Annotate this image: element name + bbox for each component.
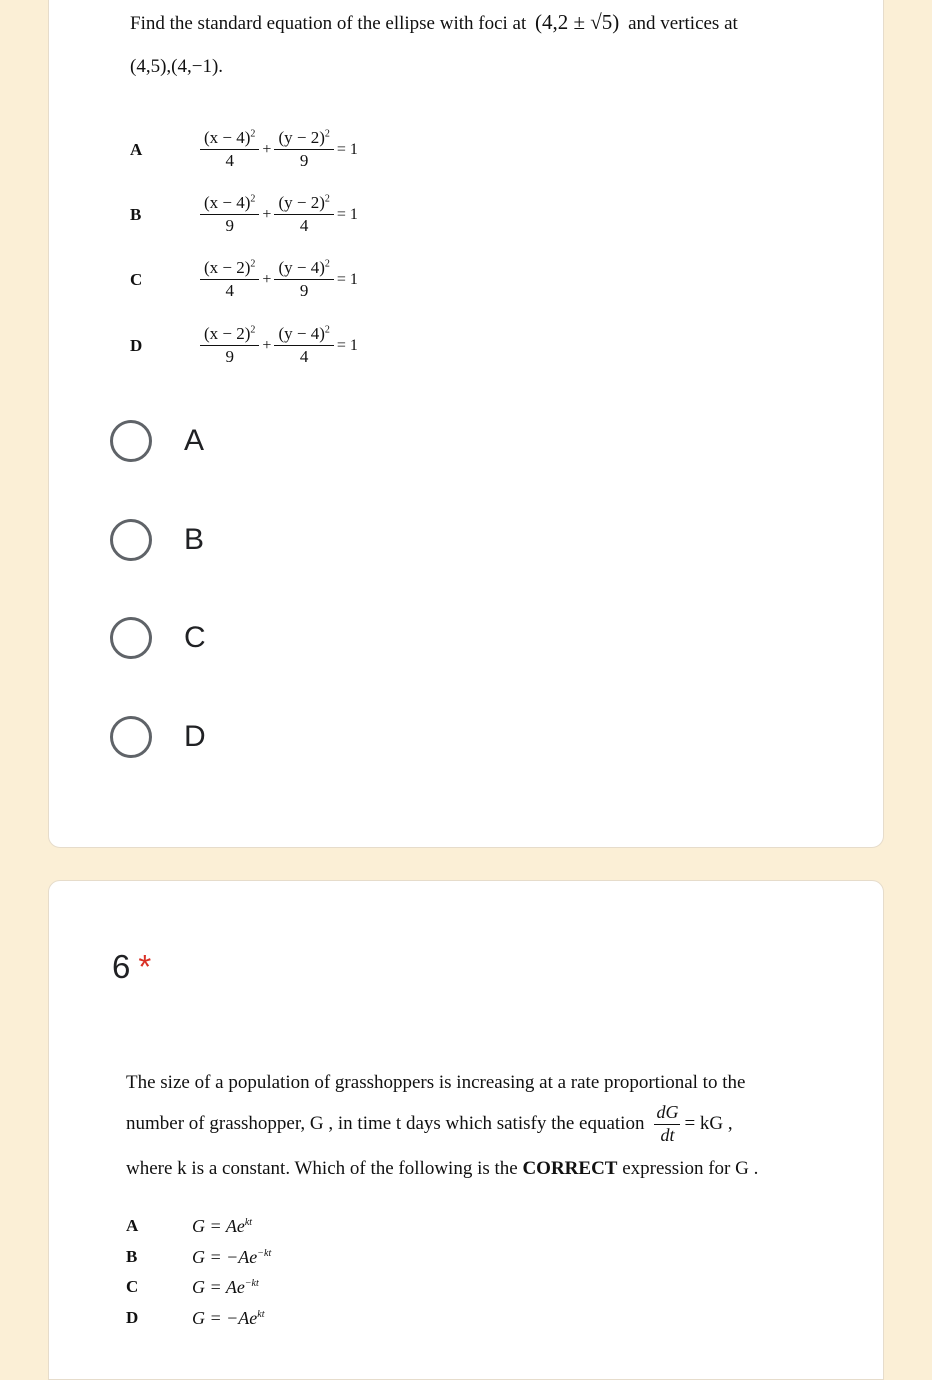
foci-value: (4,2 ± √5)	[535, 10, 620, 34]
q6-option-d: D $G = -Ae^{kt}$	[126, 1307, 265, 1328]
radio-button-b[interactable]	[110, 519, 152, 561]
radio-choice-b[interactable]: B	[110, 515, 204, 565]
q6-option-a: A $G = Ae^{kt}$	[126, 1215, 253, 1236]
math-option-c: C $\frac{(x - 2)^2}{4}$ + $\frac{(y - 4)^2}{9}$ = 1	[130, 258, 358, 300]
q6-option-b: B $G = -Ae^{-kt}$	[126, 1246, 272, 1267]
radio-choice-a[interactable]: A	[110, 416, 204, 466]
question-6-line2: number of grasshopper, G , in time t days which satisfy the equation $\frac{dG}{dt}$ = kG ,	[126, 1102, 733, 1145]
question-5-text-line1: Find the standard equation of the ellipse with foci at (4,2 ± √5) and vertices at	[130, 10, 738, 34]
math-option-b: B $\frac{(x - 4)^2}{9}$ + $\frac{(y - 2)^2}{4}$ = 1	[130, 193, 358, 235]
q6-option-c: C $G = Ae^{-kt}$	[126, 1276, 259, 1297]
math-option-d: D $\frac{(x - 2)^2}{9}$ + $\frac{(y - 4)^2}{4}$ = 1	[130, 324, 358, 366]
radio-button-d[interactable]	[110, 716, 152, 758]
question-6-line1: The size of a population of grasshoppers is increasing at a rate proportional to the	[126, 1072, 746, 1093]
question-6-title: 6 *	[112, 948, 152, 985]
radio-choice-d[interactable]: D	[110, 712, 206, 762]
radio-button-a[interactable]	[110, 420, 152, 462]
question-5-text-line2: (4,5),(4,−1).	[130, 56, 224, 77]
radio-button-c[interactable]	[110, 617, 152, 659]
derivative-fraction: $\frac{dG}{dt}$	[656, 1102, 679, 1145]
math-option-a: A $\frac{(x - 4)^2}{4}$ + $\frac{(y - 2)^2}{9}$ = 1	[130, 128, 358, 170]
required-asterisk: *	[138, 948, 152, 985]
question-6-line3: where k is a constant. Which of the following is the CORRECT expression for G .	[126, 1158, 759, 1179]
radio-choice-c[interactable]: C	[110, 613, 206, 663]
